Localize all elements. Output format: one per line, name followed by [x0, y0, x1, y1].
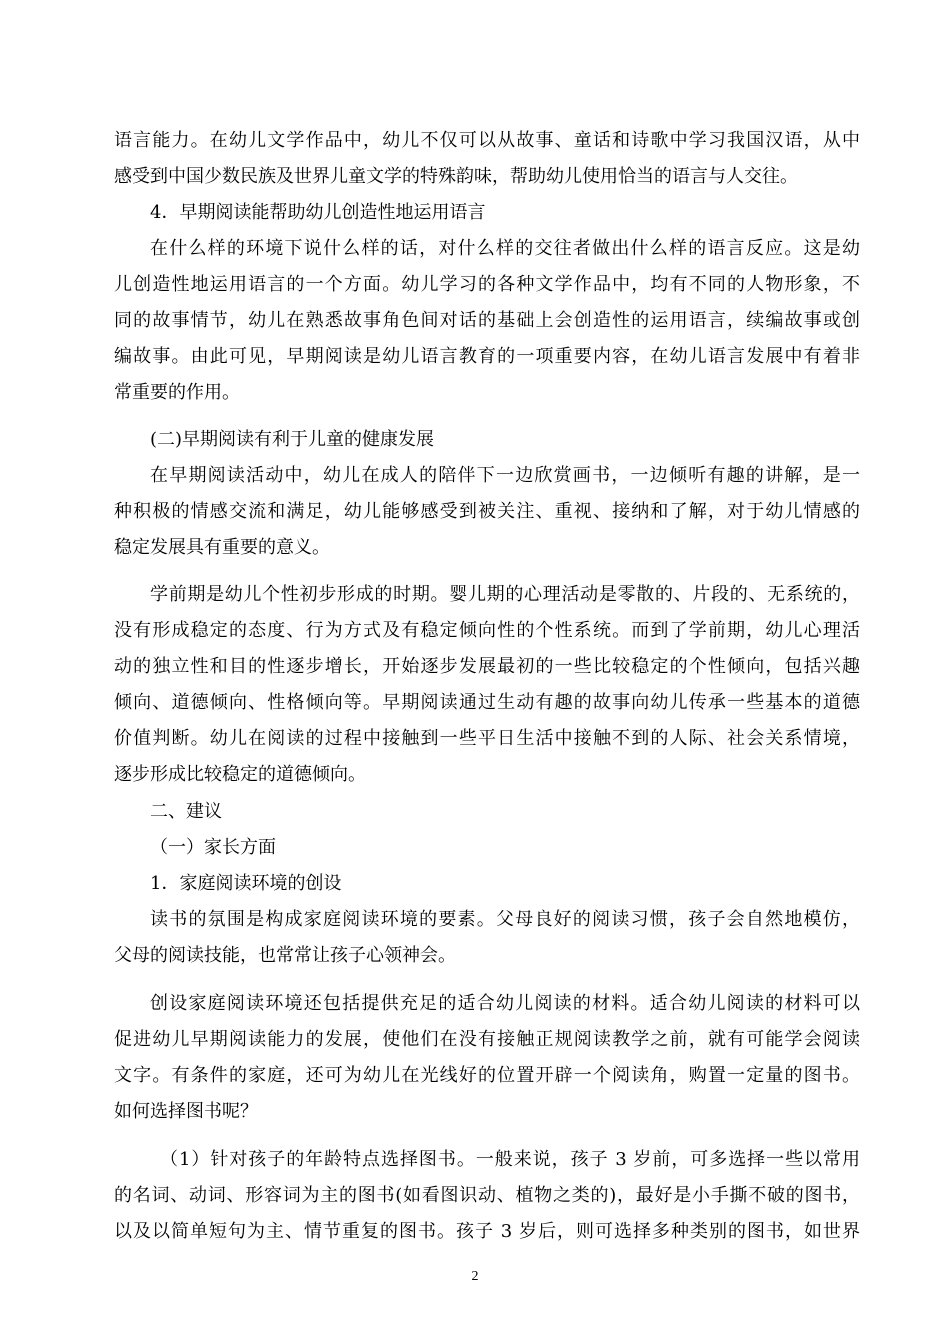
- text-line: 语言能力。在幼儿文学作品中，幼儿不仅可以从故事、童话和诗歌中学习我国汉语，从中: [114, 130, 860, 151]
- text-line: 逐步形成比较稳定的道德倾向。: [114, 764, 366, 785]
- text-line: 价值判断。幼儿在阅读的过程中接触到一些平日生活中接触不到的人际、社会关系情境，: [114, 728, 860, 749]
- text-line: 如何选择图书呢？: [114, 1101, 258, 1122]
- text-line: （一）家长方面: [150, 837, 276, 858]
- text-line: 动的独立性和目的性逐步增长，开始逐步发展最初的一些比较稳定的个性倾向，包括兴趣: [114, 656, 860, 677]
- text-line: 感受到中国少数民族及世界儿童文学的特殊韵味，帮助幼儿使用恰当的语言与人交往。: [114, 166, 798, 187]
- text-line: 二、建议: [150, 801, 222, 822]
- text-line: 文字。有条件的家庭，还可为幼儿在光线好的位置开辟一个阅读角，购置一定量的图书。: [114, 1065, 860, 1086]
- text-line: 编故事。由此可见，早期阅读是幼儿语言教育的一项重要内容，在幼儿语言发展中有着非: [114, 346, 860, 367]
- text-line: 在早期阅读活动中，幼儿在成人的陪伴下一边欣赏画书，一边倾听有趣的讲解，是一: [150, 465, 860, 486]
- text-line: 没有形成稳定的态度、行为方式及有稳定倾向性的个性系统。而到了学前期，幼儿心理活: [114, 620, 860, 641]
- text-line: 父母的阅读技能，也常常让孩子心领神会。: [114, 945, 456, 966]
- text-line: 4．早期阅读能帮助幼儿创造性地运用语言: [150, 202, 486, 223]
- text-line: 在什么样的环境下说什么样的话，对什么样的交往者做出什么样的语言反应。这是幼: [150, 238, 860, 259]
- text-line: 1．家庭阅读环境的创设: [150, 873, 342, 894]
- text-line: 常重要的作用。: [114, 382, 240, 403]
- text-line: 稳定发展具有重要的意义。: [114, 537, 330, 558]
- text-line: 创设家庭阅读环境还包括提供充足的适合幼儿阅读的材料。适合幼儿阅读的材料可以: [150, 993, 860, 1014]
- text-line: 种积极的情感交流和满足，幼儿能够感受到被关注、重视、接纳和了解，对于幼儿情感的: [114, 501, 860, 522]
- text-line: 读书的氛围是构成家庭阅读环境的要素。父母良好的阅读习惯，孩子会自然地模仿，: [150, 909, 860, 930]
- text-line: 学前期是幼儿个性初步形成的时期。婴儿期的心理活动是零散的、片段的、无系统的，: [150, 584, 860, 605]
- text-line: 促进幼儿早期阅读能力的发展，使他们在没有接触正规阅读教学之前，就有可能学会阅读: [114, 1029, 860, 1050]
- text-line: （1）针对孩子的年龄特点选择图书。一般来说，孩子 3 岁前，可多选择一些以常用: [160, 1149, 860, 1170]
- page-number: 2: [471, 1269, 479, 1284]
- text-line: (二)早期阅读有利于儿童的健康发展: [150, 429, 435, 450]
- text-line: 同的故事情节，幼儿在熟悉故事角色间对话的基础上会创造性的运用语言，续编故事或创: [114, 310, 860, 331]
- text-line: 儿创造性地运用语言的一个方面。幼儿学习的各种文学作品中，均有不同的人物形象，不: [114, 274, 860, 295]
- text-line: 倾向、道德倾向、性格倾向等。早期阅读通过生动有趣的故事向幼儿传承一些基本的道德: [114, 692, 860, 713]
- text-line: 以及以简单短句为主、情节重复的图书。孩子 3 岁后，则可选择多种类别的图书，如世界: [114, 1221, 860, 1242]
- text-line: 的名词、动词、形容词为主的图书(如看图识动、植物之类的)，最好是小手撕不破的图书，: [114, 1185, 860, 1206]
